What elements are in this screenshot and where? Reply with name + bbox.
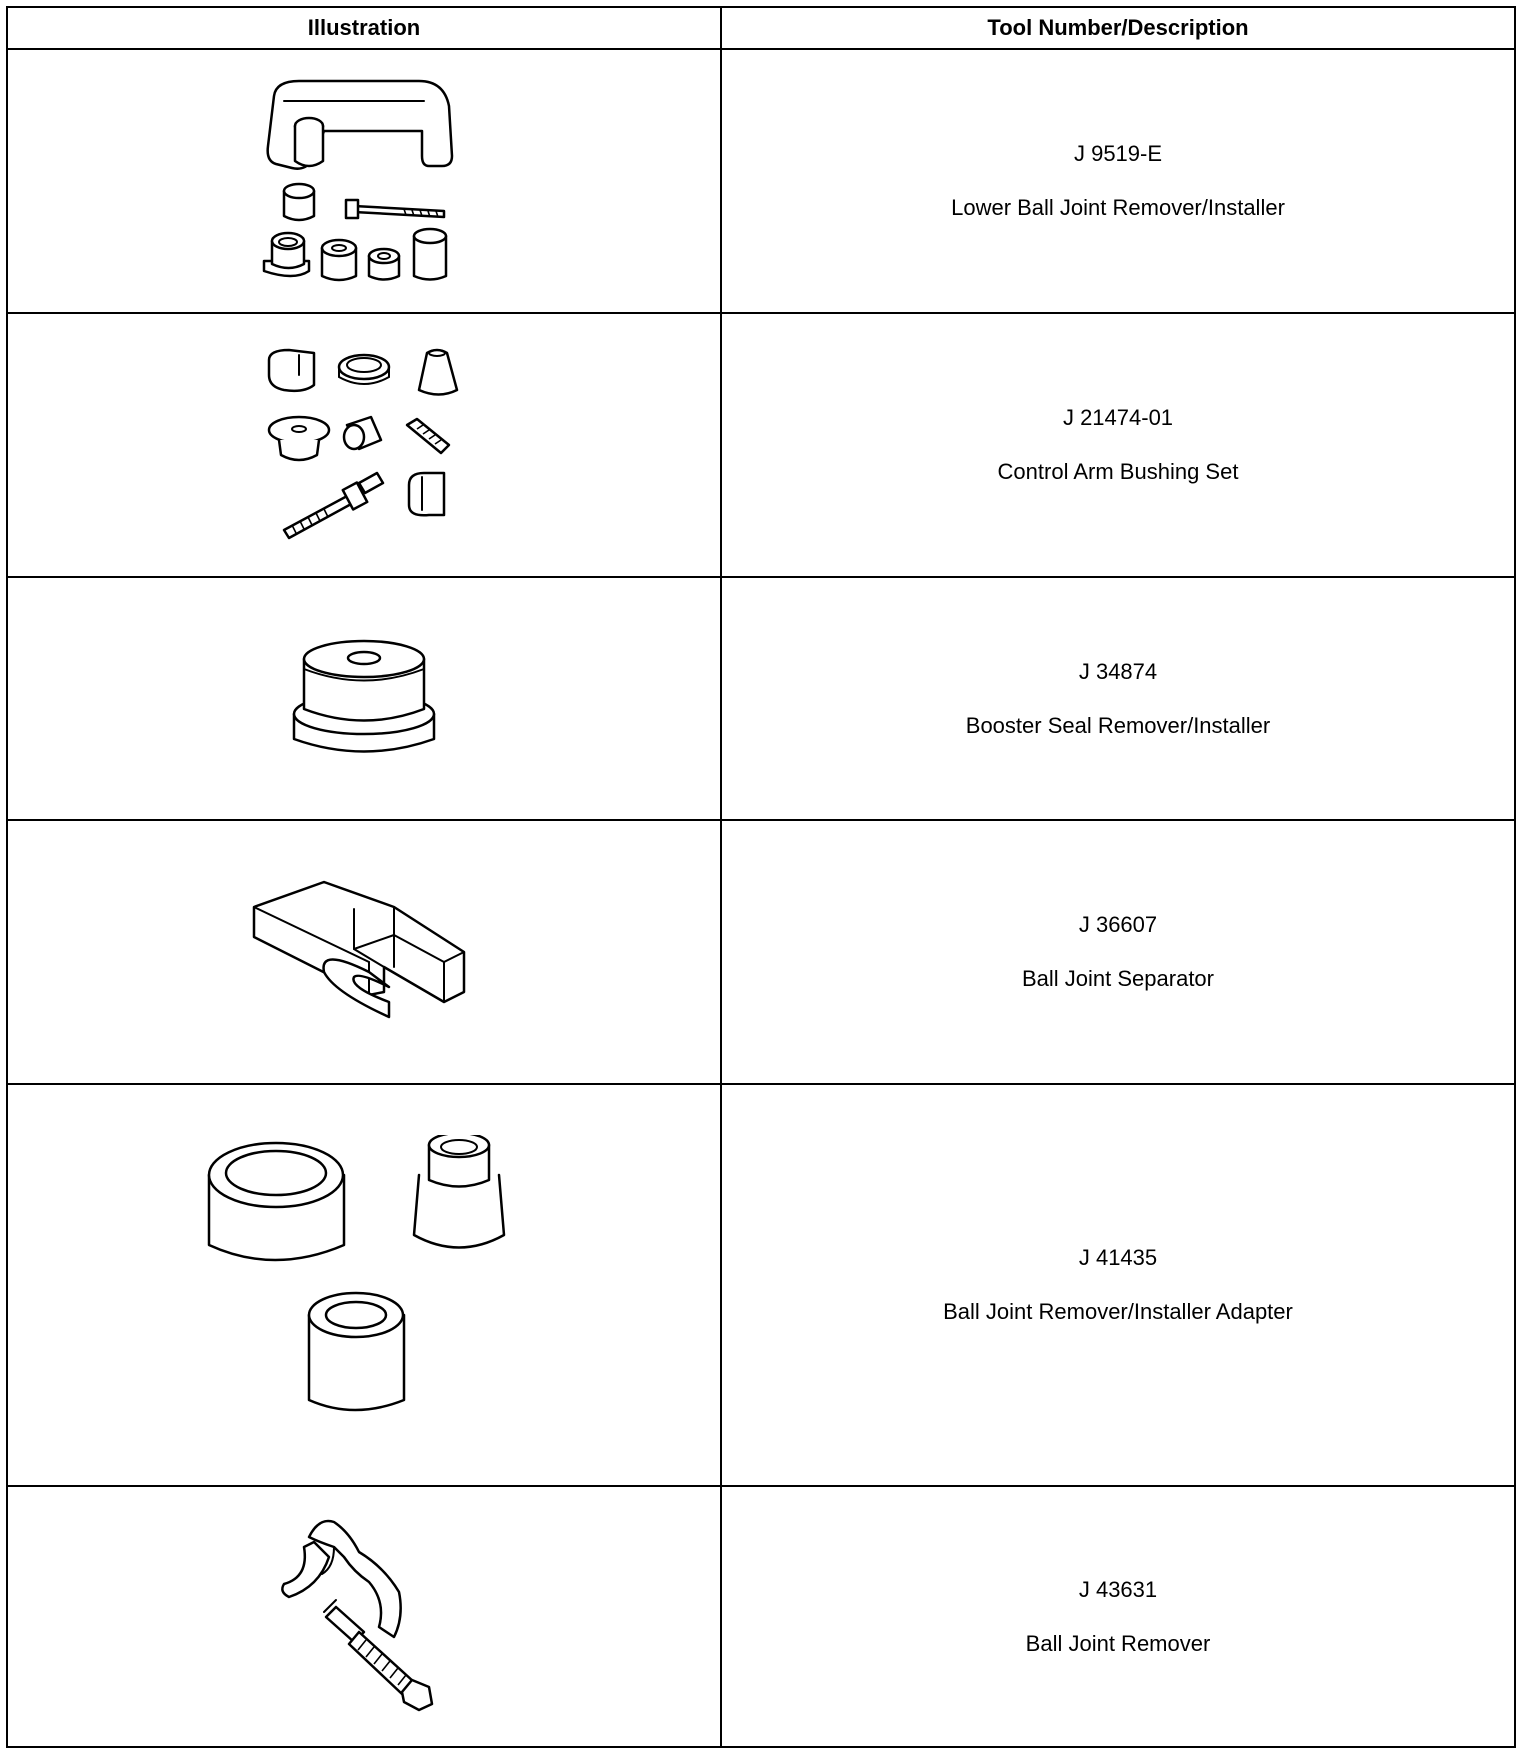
illustration-header: Illustration xyxy=(7,7,721,49)
illustration-cell xyxy=(7,313,721,577)
illustration-cell xyxy=(7,820,721,1084)
illustration-cell xyxy=(7,49,721,313)
header-row xyxy=(7,7,1515,49)
tool-description: Lower Ball Joint Remover/Installer xyxy=(951,195,1285,220)
tool-number: J 34874 xyxy=(1078,658,1158,684)
tool-number: J 9519-E xyxy=(1073,141,1163,166)
tool-cell xyxy=(721,820,1515,1084)
table-row xyxy=(7,577,1515,820)
illustration-cell xyxy=(7,1084,721,1486)
ball-joint-separator-icon xyxy=(249,877,479,1027)
adapter-cups-icon xyxy=(204,1135,524,1435)
illustration-cell xyxy=(7,577,721,820)
tool-description: Control Arm Bushing Set xyxy=(997,459,1239,484)
tool-header: Tool Number/Description xyxy=(721,7,1515,49)
tool-cell xyxy=(721,1084,1515,1486)
tool-cell xyxy=(721,1486,1515,1747)
control-arm-bushing-set-icon xyxy=(259,345,469,545)
table-row xyxy=(7,1084,1515,1486)
tool-description: Ball Joint Remover xyxy=(1025,1630,1211,1656)
tool-description: Booster Seal Remover/Installer xyxy=(965,712,1271,738)
special-tools-table xyxy=(6,6,1516,1748)
tool-number: J 43631 xyxy=(1078,1576,1158,1602)
tool-number: J 41435 xyxy=(1078,1245,1158,1270)
table-row xyxy=(7,1486,1515,1747)
tool-description: Ball Joint Remover/Installer Adapter xyxy=(943,1299,1293,1324)
tool-cell xyxy=(721,313,1515,577)
tool-number: J 21474-01 xyxy=(1062,405,1174,430)
table-row xyxy=(7,313,1515,577)
ball-joint-remover-installer-kit-icon xyxy=(254,76,474,286)
tool-cell xyxy=(721,577,1515,820)
table-row xyxy=(7,49,1515,313)
tool-cell xyxy=(721,49,1515,313)
booster-seal-tool-icon xyxy=(289,634,439,764)
ball-joint-remover-icon xyxy=(274,1512,454,1722)
tool-number: J 36607 xyxy=(1078,912,1158,937)
tool-description: Ball Joint Separator xyxy=(1022,966,1214,991)
table-row xyxy=(7,820,1515,1084)
illustration-cell xyxy=(7,1486,721,1747)
